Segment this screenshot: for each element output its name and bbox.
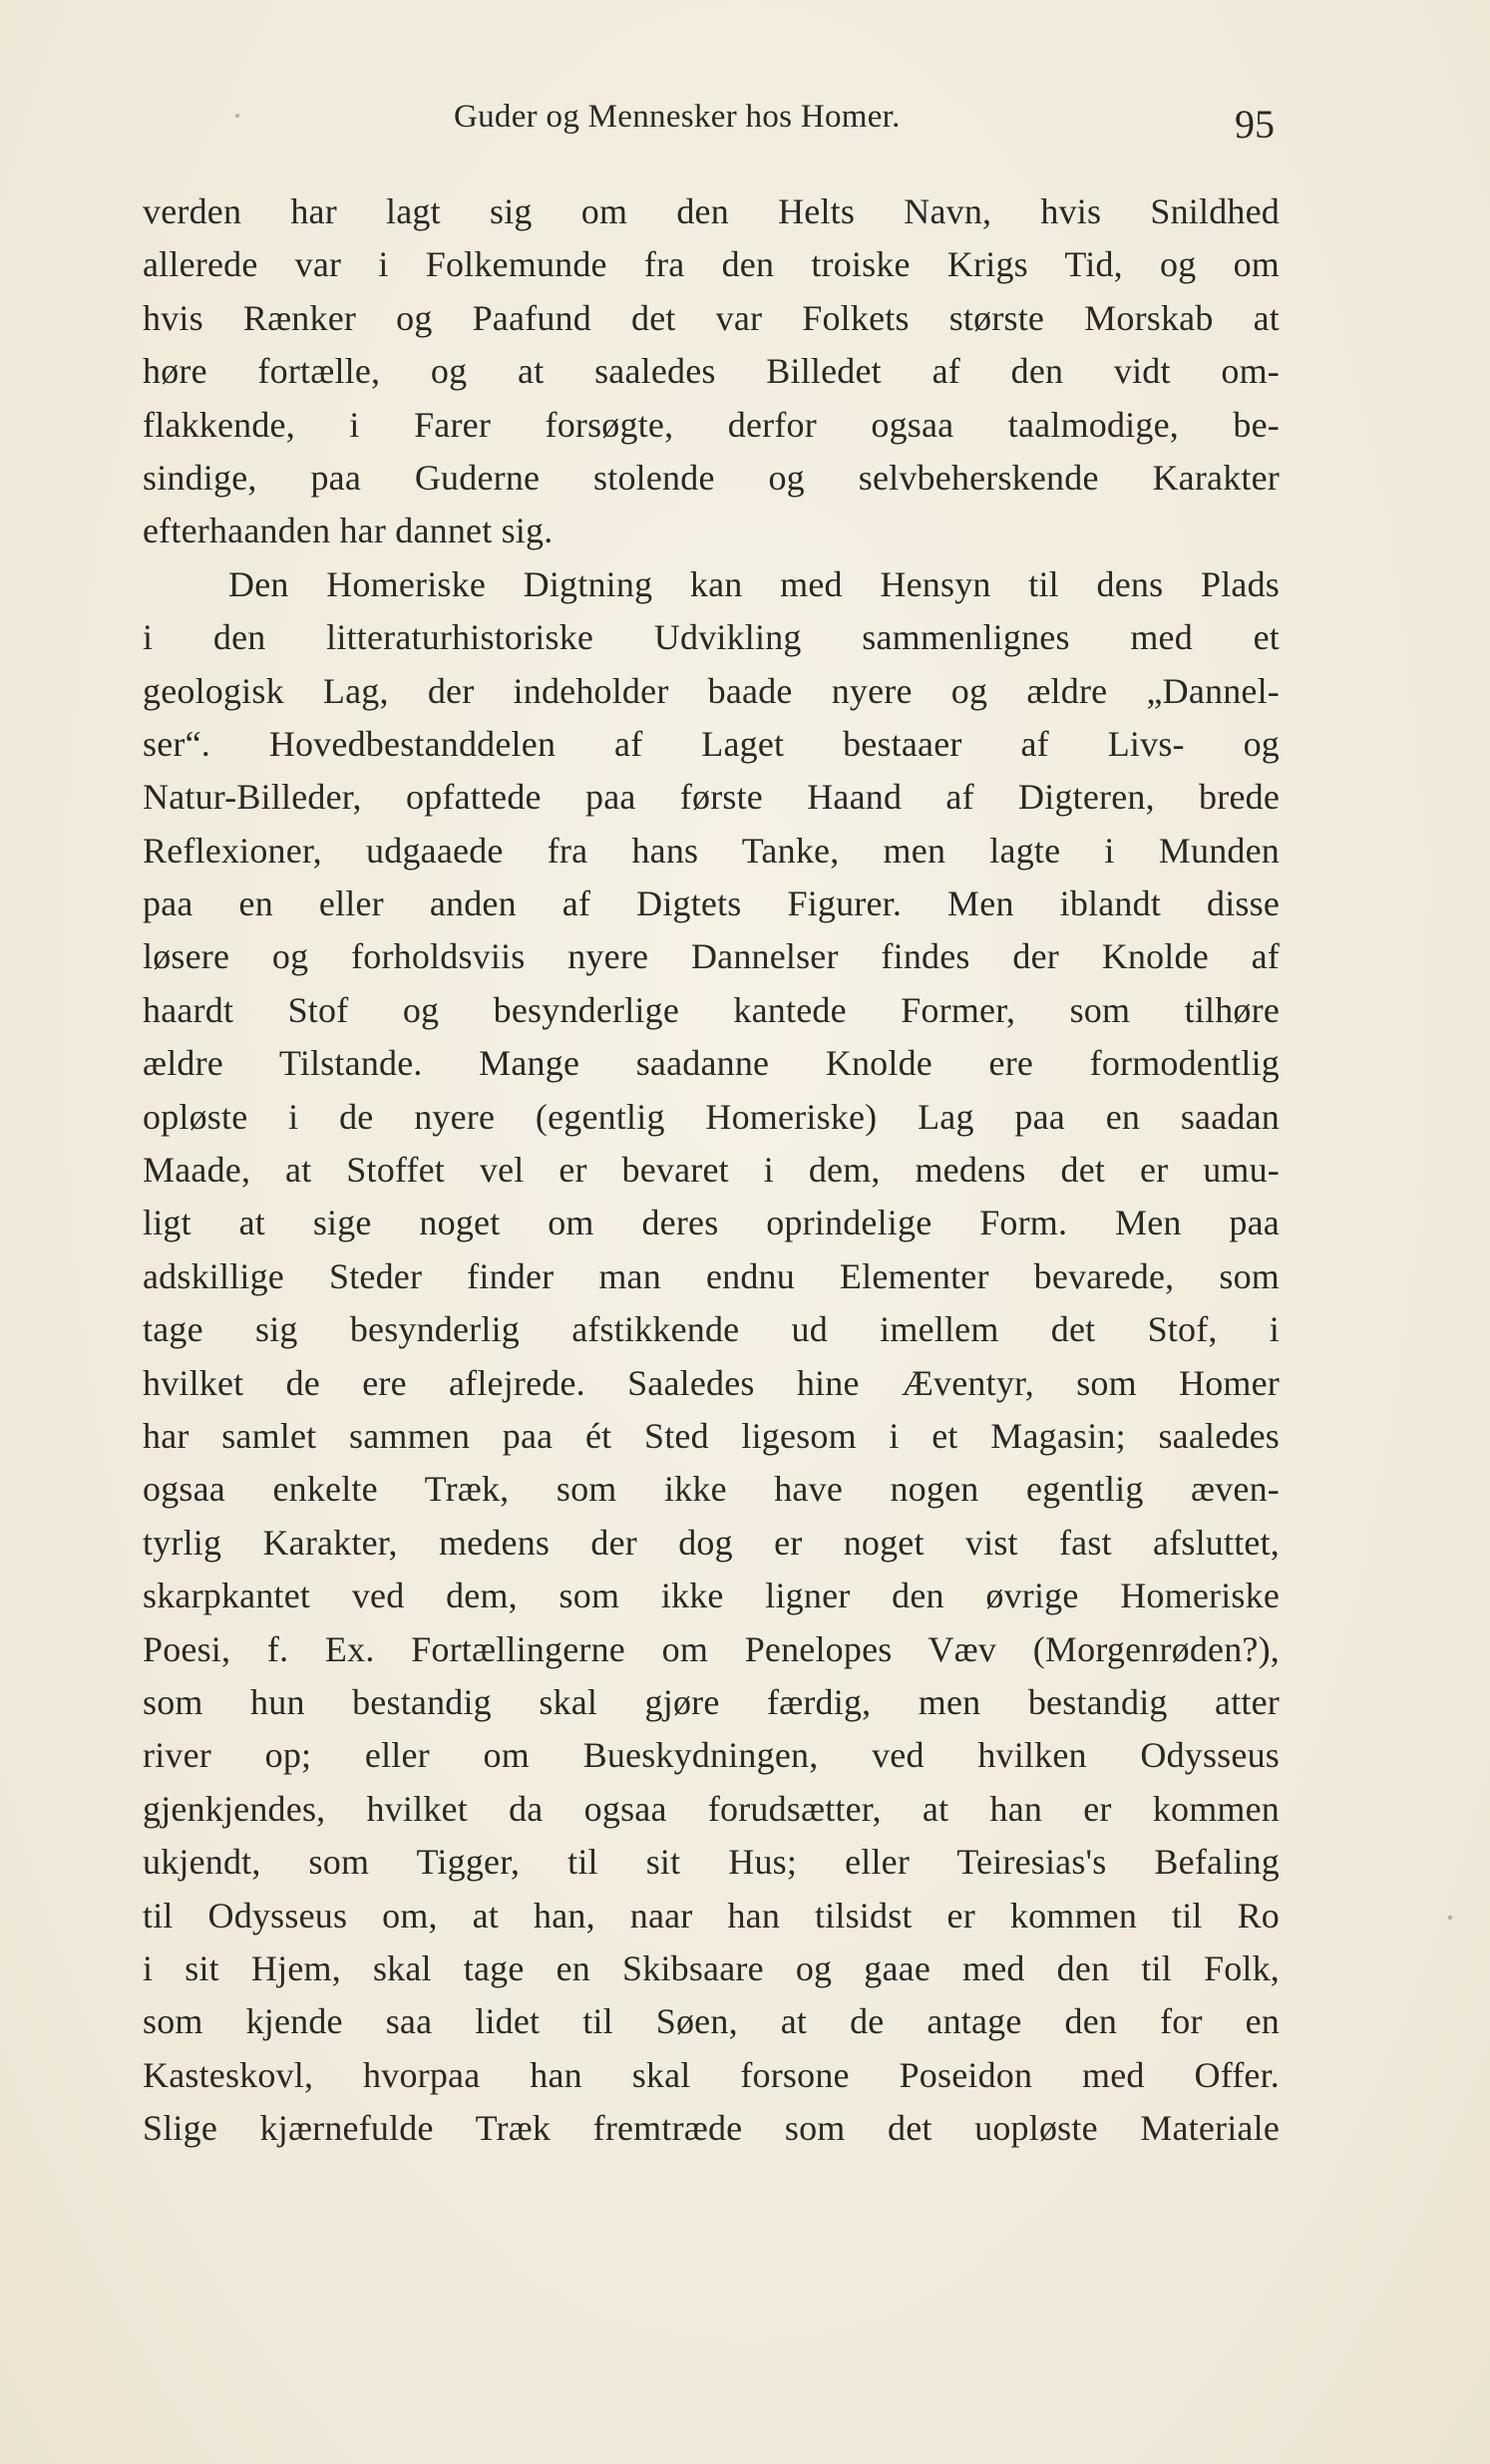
text-line: som hun bestandig skal gjøre færdig, men bestandig atter (143, 1681, 1280, 1722)
paper-speck (1448, 1916, 1452, 1920)
text-line: i den litteraturhistoriske Udvikling sammenlignes med et (143, 617, 1280, 658)
body-text (143, 185, 1280, 2155)
text-line: skarpkantet ved dem, som ikke ligner den øvrige Homeriske (143, 1576, 1280, 1616)
page-header (0, 95, 1490, 155)
text-line: Slige kjærnefulde Træk fremtræde som det uopløste Materiale (143, 2108, 1280, 2149)
paragraph-end-line: efterhaanden har dannet sig. (143, 511, 554, 551)
text-line: tage sig besynderlig afstikkende ud imellem det Stof, i (143, 1309, 1280, 1350)
text-line: høre fortælle, og at saaledes Billedet af den vidt om- (143, 351, 1280, 392)
paper-speck (235, 114, 239, 118)
text-line: Poesi, f. Ex. Fortællingerne om Penelopes Væv (Morgenrøden?), (143, 1628, 1280, 1669)
text-line: geologisk Lag, der indeholder baade nyere og ældre „Dannel- (143, 670, 1280, 711)
text-line: Kasteskovl, hvorpaa han skal forsone Poseidon med Offer. (143, 2054, 1280, 2095)
text-line: adskillige Steder finder man endnu Elementer bevarede, som (143, 1255, 1280, 1296)
text-line: allerede var i Folkemunde fra den troiske Krigs Tid, og om (143, 244, 1280, 285)
text-line: løsere og forholdsviis nyere Dannelser findes der Knolde af (143, 936, 1280, 977)
text-line: ligt at sige noget om deres oprindelige Form. Men paa (143, 1203, 1280, 1243)
text-line: haardt Stof og besynderlige kantede Former, som tilhøre (143, 989, 1280, 1030)
text-line: Natur-Billeder, opfattede paa første Haand af Digteren, brede (143, 777, 1280, 818)
paragraph-start-line: Den Homeriske Digtning kan med Hensyn til dens Plads (228, 563, 1280, 604)
text-line: Reflexioner, udgaaede fra hans Tanke, men lagte i Munden (143, 830, 1280, 871)
text-line: ser“. Hovedbestanddelen af Laget bestaaer af Livs- og (143, 723, 1280, 764)
text-line: i sit Hjem, skal tage en Skibsaare og gaae med den til Folk, (143, 1947, 1280, 1988)
text-line: river op; eller om Bueskydningen, ved hvilken Odysseus (143, 1735, 1280, 1776)
text-line: verden har lagt sig om den Helts Navn, hvis Snildhed (143, 191, 1280, 231)
text-line: som kjende saa lidet til Søen, at de antage den for en (143, 2001, 1280, 2042)
text-line: hvilket de ere aflejrede. Saaledes hine Æventyr, som Homer (143, 1362, 1280, 1403)
text-line: hvis Rænker og Paafund det var Folkets største Morskab at (143, 297, 1280, 338)
page-number: 95 (1235, 102, 1275, 147)
text-line: ældre Tilstande. Mange saadanne Knolde ere formodentlig (143, 1043, 1280, 1084)
text-line: har samlet sammen paa ét Sted ligesom i et Magasin; saaledes (143, 1415, 1280, 1456)
spaced-text-line: tyrlig Karakter, medens der dog er noget vist fast afsluttet, (143, 1522, 1280, 1563)
text-line: sindige, paa Guderne stolende og selvbeherskende Karakter (143, 457, 1280, 498)
text-line: Maade, at Stoffet vel er bevaret i dem, medens det er umu- (143, 1150, 1280, 1191)
text-line: gjenkjendes, hvilket da ogsaa forudsætter, at han er kommen (143, 1788, 1280, 1829)
text-line: ukjendt, som Tigger, til sit Hus; eller Teiresias's Befaling (143, 1842, 1280, 1883)
running-title: Guder og Mennesker hos Homer. (454, 99, 901, 135)
text-line: paa en eller anden af Digtets Figurer. Men iblandt disse (143, 883, 1280, 924)
text-line: opløste i de nyere (egentlig Homeriske) Lag paa en saadan (143, 1096, 1280, 1137)
text-line: til Odysseus om, at han, naar han tilsidst er kommen til Ro (143, 1895, 1280, 1936)
text-line: flakkende, i Farer forsøgte, derfor ogsaa taalmodige, be- (143, 404, 1280, 445)
text-line: ogsaa enkelte Træk, som ikke have nogen egentlig æven- (143, 1469, 1280, 1510)
